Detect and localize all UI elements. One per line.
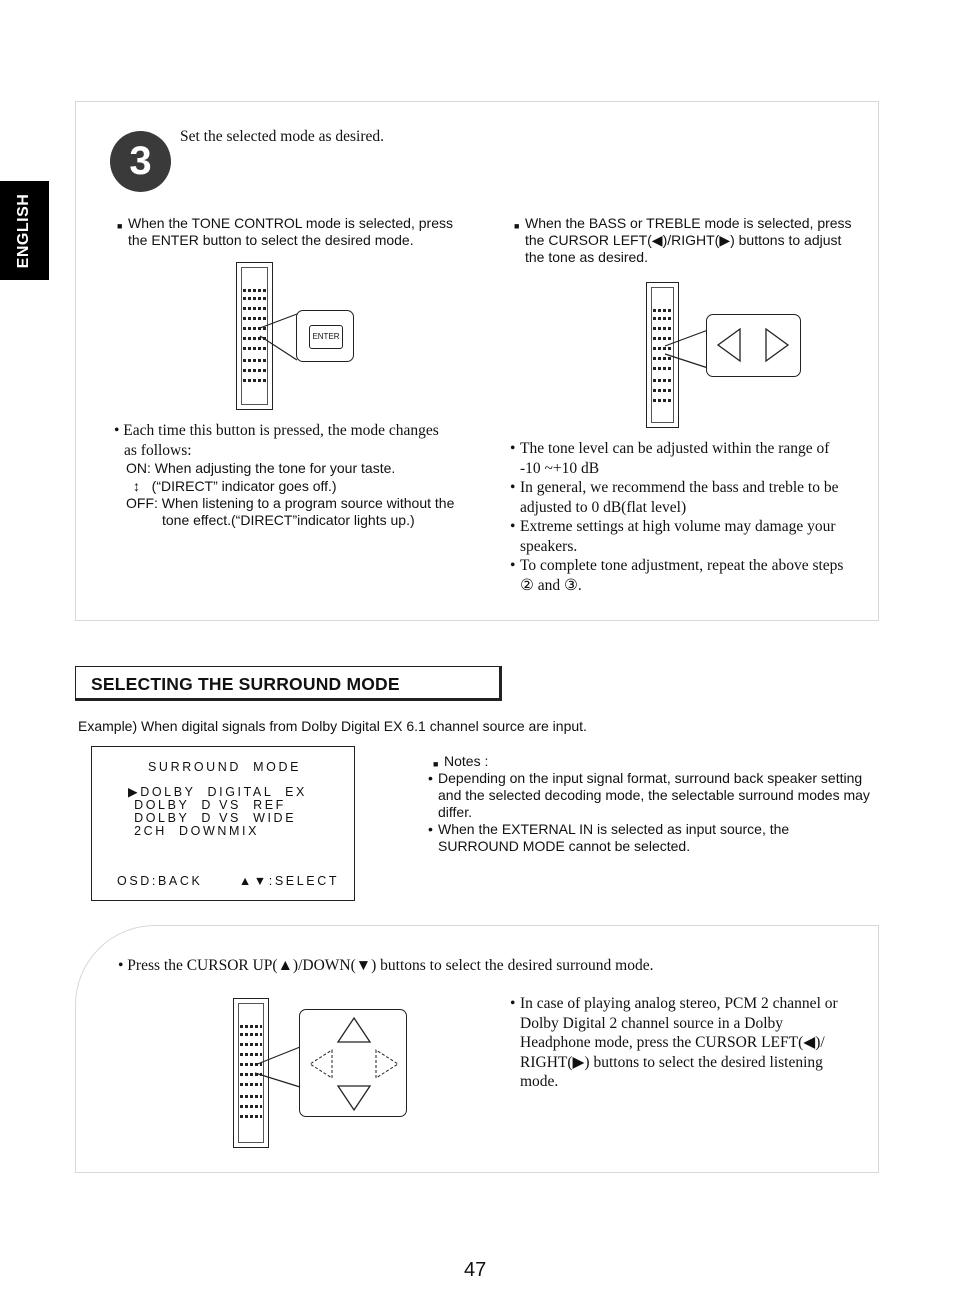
bass-treble-note-line: ■ When the BASS or TREBLE mode is selected, press [525, 215, 852, 231]
example-text: Example) When digital signals from Dolby Digital EX 6.1 channel source are input. [78, 718, 587, 734]
osd-footer: OSD:BACK ▲▼:SELECT [117, 874, 340, 888]
tone-tips-list [510, 439, 870, 595]
note-line: and the selected decoding mode, the selectable surround modes may [438, 787, 870, 803]
off-description: OFF: When listening to a program source without the [126, 495, 455, 511]
enter-note-line: the ENTER button to select the desired mode. [128, 232, 414, 248]
left-right-callout [706, 314, 801, 377]
analog-line: mode. [520, 1073, 559, 1090]
analog-line: • In case of playing analog stereo, PCM 2 channel or [520, 995, 838, 1012]
osd-item: 2CH DOWNMIX [128, 824, 260, 838]
mode-change-line: as follows: [124, 441, 192, 459]
section-title: SELECTING THE SURROUND MODE [91, 674, 400, 694]
list-item [428, 821, 878, 855]
osd-header: SURROUND MODE [148, 760, 302, 774]
direct-off-description: ↕ (“DIRECT” indicator goes off.) [133, 478, 337, 494]
step-number-badge: 3 [110, 131, 171, 192]
press-instruction: • Press the CURSOR UP(▲)/DOWN(▼) buttons to select the desired surround mode. [118, 957, 654, 974]
bass-treble-note [525, 215, 852, 266]
enter-callout [296, 310, 354, 362]
osd-item: ▶DOLBY DIGITAL EX [128, 785, 307, 799]
list-item [428, 770, 878, 821]
list-item [510, 517, 870, 556]
osd-screen [91, 746, 355, 901]
enter-button: ENTER [309, 325, 343, 349]
note-line: • When the EXTERNAL IN is selected as input source, the [438, 821, 790, 837]
note-line: SURROUND MODE cannot be selected. [438, 838, 691, 854]
tip-line: • The tone level can be adjusted within the range of [520, 440, 830, 457]
tip-line: • In general, we recommend the bass and treble to be [520, 479, 839, 496]
analog-note [510, 994, 860, 1092]
cursor-left-icon [310, 1050, 332, 1078]
tip-line: • To complete tone adjustment, repeat the above steps [520, 557, 844, 574]
cursor-down-icon [338, 1086, 370, 1110]
step-instruction: Set the selected mode as desired. [180, 128, 385, 145]
list-item [510, 994, 860, 1092]
osd-item: DOLBY D VS WIDE [128, 811, 297, 825]
list-item [510, 478, 870, 517]
tip-line: speakers. [520, 537, 578, 555]
page-number: 47 [464, 1259, 487, 1281]
cursor-right-icon [376, 1050, 398, 1078]
tip-line: ② and ③. [520, 576, 582, 594]
cursor-up-icon [338, 1018, 370, 1042]
enter-note [128, 215, 453, 249]
list-item [510, 439, 870, 478]
bass-treble-note-line: the tone as desired. [525, 249, 648, 265]
cursor-right-icon [766, 329, 788, 361]
language-label: ENGLISH [15, 193, 32, 269]
tip-line: -10 ~+10 dB [520, 459, 600, 477]
bass-treble-note-line: the CURSOR LEFT(◀)/RIGHT(▶) buttons to adjust [525, 232, 842, 248]
note-line: differ. [438, 804, 472, 820]
tip-line: • Extreme settings at high volume may damage your [520, 518, 836, 535]
mode-change-line: • Each time this button is pressed, the mode changes [114, 422, 439, 439]
section-heading [75, 666, 502, 701]
analog-line: RIGHT(▶) buttons to select the desired listening [520, 1053, 823, 1071]
notes-list [428, 770, 878, 855]
analog-line: Dolby Digital 2 channel source in a Dolby [520, 1014, 784, 1032]
cursor-left-icon [718, 329, 740, 361]
language-tab [0, 181, 49, 280]
analog-line: Headphone mode, press the CURSOR LEFT(◀)/ [520, 1034, 825, 1051]
notes-heading: ■ Notes : [444, 753, 488, 770]
up-down-callout [299, 1009, 407, 1117]
mode-change-text [114, 421, 439, 460]
on-description: ON: When adjusting the tone for your taste. [126, 460, 396, 476]
tip-line: adjusted to 0 dB(flat level) [520, 498, 687, 516]
list-item [510, 556, 870, 595]
note-line: • Depending on the input signal format, surround back speaker setting [438, 770, 863, 786]
enter-note-line: ■ When the TONE CONTROL mode is selected, press [128, 215, 453, 231]
off-description-cont: tone effect.(“DIRECT”indicator lights up.) [162, 512, 415, 528]
osd-item: DOLBY D VS REF [128, 798, 286, 812]
